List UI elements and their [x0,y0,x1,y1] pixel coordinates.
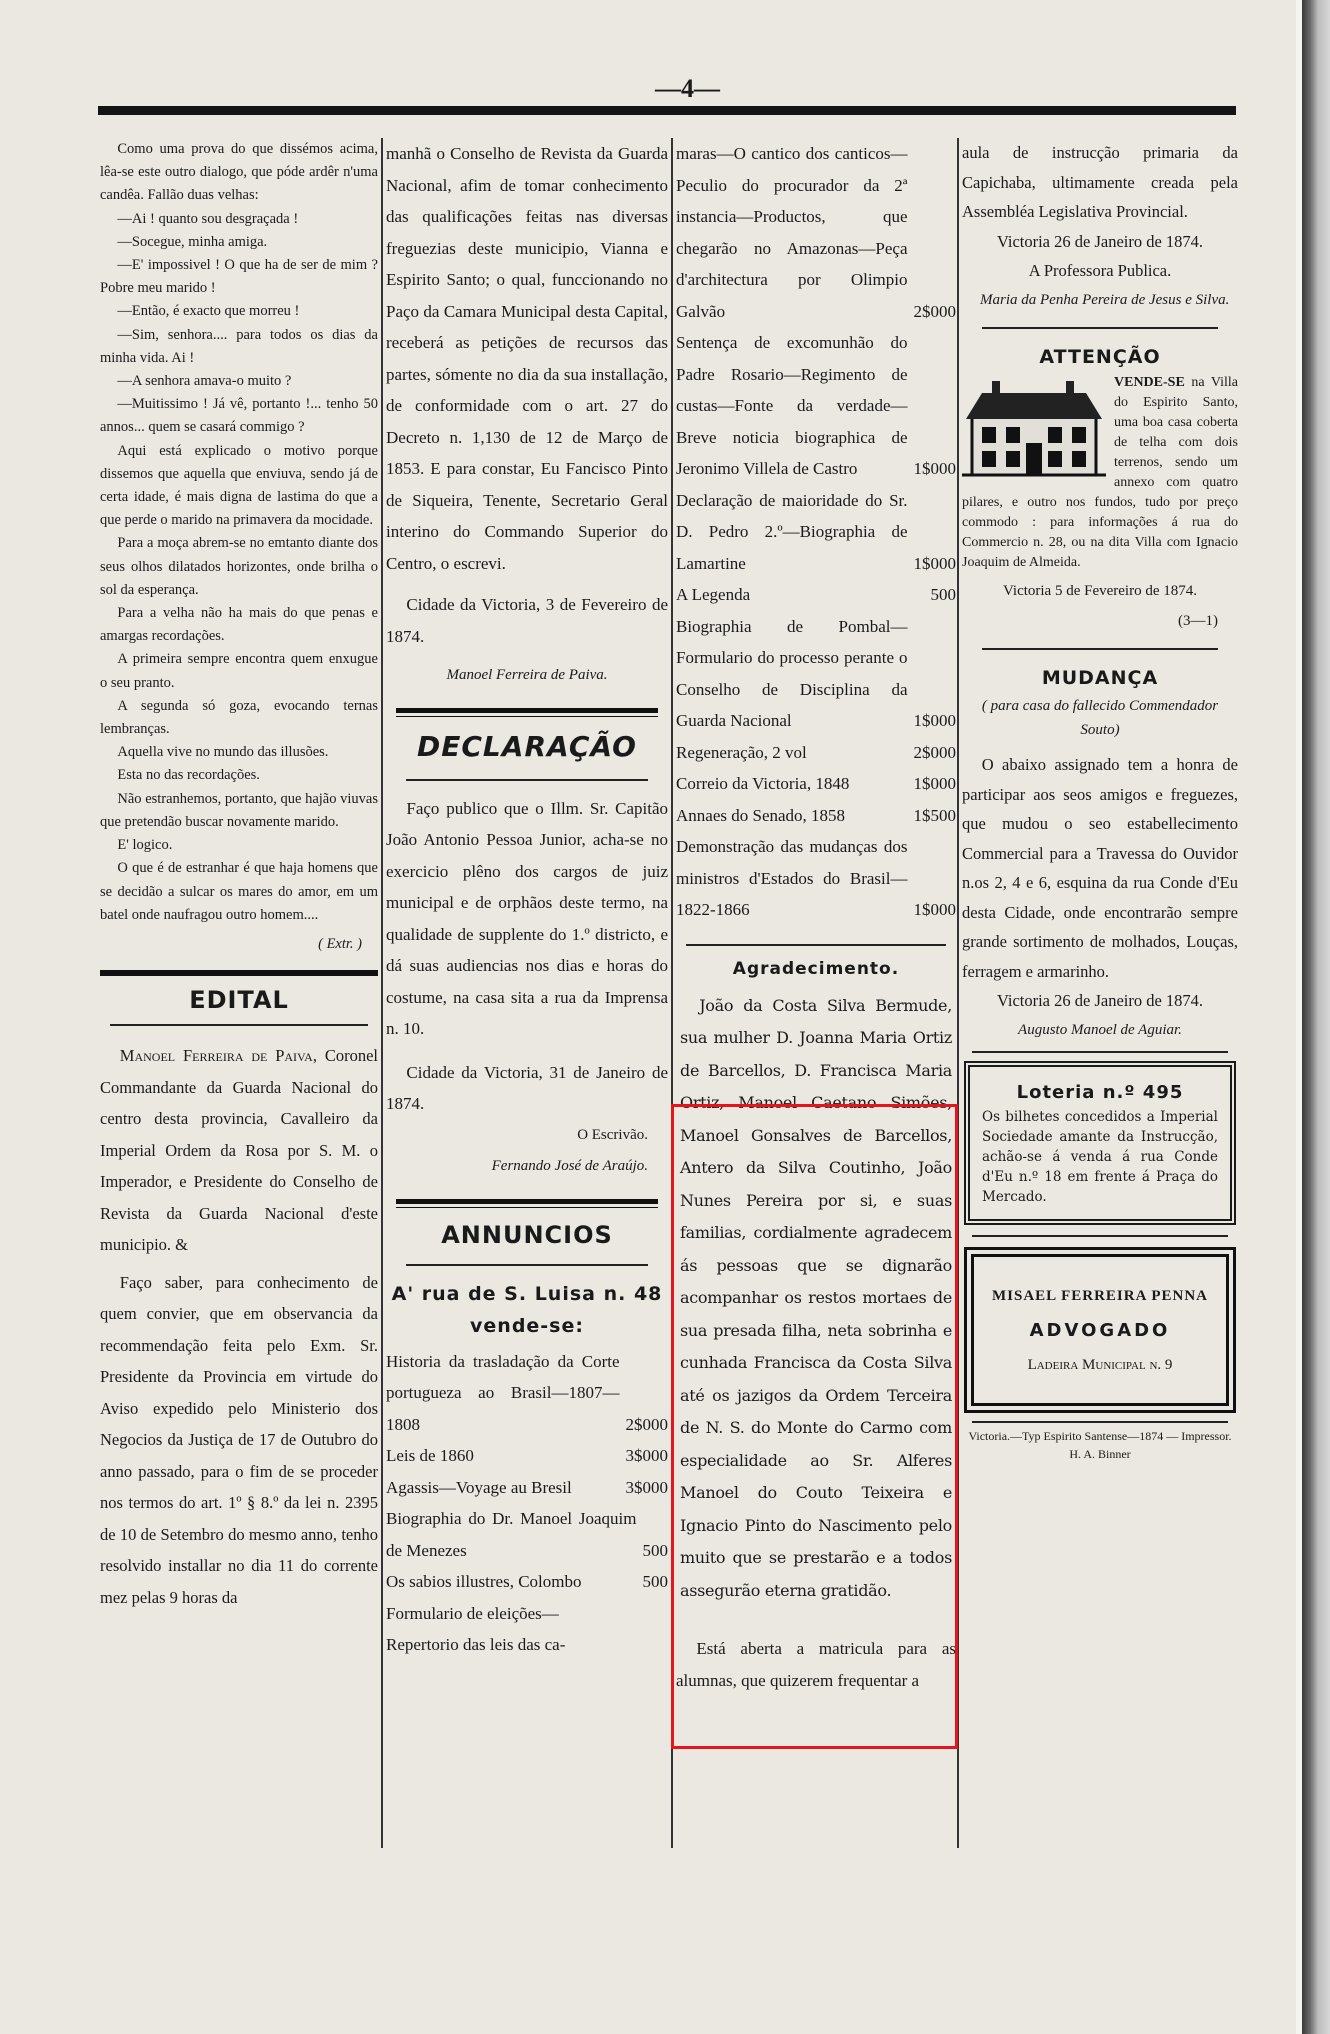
section-rule [100,970,378,976]
book-entry [386,1566,668,1598]
book-title: Leis de 1860 [386,1446,474,1465]
column-4 [962,138,1238,1858]
edital-date: Cidade da Victoria, 3 de Fevereiro de 1874. [386,595,668,646]
book-title: Demonstração das mudanças dos ministros d'Estados do Brasil—1822-1866 [676,837,908,919]
advogado-name: MISAEL FERREIRA PENNA [991,1288,1209,1304]
attencao-date: Victoria 5 de Fevereiro de 1874. [1002,583,1198,599]
book-price: 1$000 [913,900,956,919]
book-list [386,1346,668,1661]
section-rule [982,648,1218,650]
book-title: Os sabios illustres, Colombo [386,1572,582,1591]
article-paragraph: —Socegue, minha amiga. [117,233,268,250]
book-entry [676,831,956,926]
column-divider [381,138,383,1848]
article-paragraph: O que é de estranhar é que haja homens que se decidão a sulcar os mares do amor, em um batel onde naufragou outro homem.... [100,860,378,923]
article-paragraph: Como uma prova do que dissémos acima, lêa-se este outro dialogo, que póde ardêr n'uma candêa. Fallão duas velhas: [100,141,378,204]
book-price: 1$500 [913,805,956,825]
declaracao-title: DECLARAÇÃO [417,729,637,763]
shop-heading: A' rua de S. Luisa n. 48 vende-se: [391,1282,663,1337]
book-title: Declaração de maioridade do Sr. D. Pedro 2.º—Biographia de Lamartine [676,490,908,573]
article-paragraph: —Ai ! quanto sou desgraçada ! [117,210,299,227]
agradecimento-highlight-box [671,1104,958,1749]
attencao-title: ATTENÇÃO [1039,346,1161,368]
matricula-notice: Está aberta a matricula para as alumnas, que quizerem frequentar a [676,1639,956,1690]
loteria-title: Loteria n.º 495 [1016,1082,1184,1103]
book-title: Biographia do Dr. Manoel Joaquim de Menezes [386,1509,637,1560]
book-entry [386,1346,668,1441]
mudanca-date: Victoria 26 de Janeiro de 1874. [996,991,1204,1010]
section-rule [972,1421,1228,1423]
book-entry [386,1598,668,1630]
title-rule [406,779,648,781]
edital-intro [100,1040,378,1261]
attencao-notice [962,373,1238,573]
mudanca-title: MUDANÇA [1041,667,1159,689]
book-entry [676,800,956,832]
article-paragraph: Para a moça abrem-se no emtanto diante dos seus olhos dilatados horizontes, onde brilha o sol da esperança. [100,535,378,598]
article-paragraph: —Então, é exacto que morreu ! [117,303,300,320]
book-price: 1$000 [913,459,956,478]
article-paragraph: —E' impossivel ! O que ha de ser de mim ? Pobre meu marido ! [100,257,378,297]
edital-author: Manoel Ferreira de Paiva, [119,1046,317,1066]
book-entry [386,1503,668,1566]
edital-signature: Manoel Ferreira de Paiva. [446,667,608,683]
book-entry [676,611,956,737]
mudanca-subtitle: ( para casa do fallecido Commendador Souto) [981,698,1219,738]
loteria-body: Os bilhetes concedidos a Imperial Sociedade amante da Instrucção, achão-se á venda á rua Conde d'Eu n.º 18 em frente á Praça do Mercado. [982,1109,1218,1205]
article-paragraph: —Sim, senhora.... para todos os dias da minha vida. Ai ! [100,326,378,366]
aula-signature: Maria da Penha Pereira de Jesus e Silva. [980,291,1230,308]
article-paragraph: —A senhora amava-o muito ? [117,373,292,390]
edital-title: EDITAL [189,986,289,1015]
advogado-address: Ladeira Municipal n. 9 [1027,1357,1173,1373]
book-price: 500 [930,585,956,604]
book-title: maras—O cantico dos canticos—Peculio do procurador da 2ª instancia—Productos, que chegarão no Amazonas—Peça d'architectura por Olimpio Galvão [676,144,908,321]
book-entry [676,327,956,485]
article-paragraph: Aqui está explicado o motivo porque dissemos que aquella que enviuva, sendo já de certa idade, é mais digna de lastima do que a que perde o marido na primavera da mocidade. [100,442,378,529]
attencao-lead: VENDE-SE [1114,375,1185,390]
column-1 [100,138,378,1858]
book-title: Annaes do Senado, 1858 [676,805,846,825]
book-price: 500 [642,1572,668,1591]
agradecimento-title: Agradecimento. [732,958,900,979]
loteria-box [964,1061,1236,1225]
declaracao-role: O Escrivão. [577,1126,648,1143]
article-widow-dialogue [100,138,378,927]
agradecimento-body: João da Costa Silva Bermude, sua mulher D. Joanna Maria Ortiz de Barcellos, D. Francisca Maria Ortiz, Manoel Caetano Simões, Manoel Gonsalves de Barcellos, Antero da Silva Coutinho, João Nunes Pereira por si, e suas familias, cordialmente agradecem ás pessoas que se dignarão acompanhar os restos mortaes de sua presada filha, neta sobrinha e cunhada Francisca da Costa Silva até os jazigos da Ordem Terceira de N. S. do Monte do Carmo com especialidade ao Sr. Alferes Manoel do Couto Teixeira e Ignacio Pinto do Nascimento pelo muito que se prestarão e a todos assegurão eterna gratidão. [680,995,952,1600]
book-price: 1$000 [913,774,956,793]
book-title: A Legenda [676,585,751,604]
book-title: Correio da Victoria, 1848 [676,774,850,793]
article-paragraph: A segunda só goza, evocando ternas lembranças. [100,697,378,738]
declaracao-signature: Fernando José de Araújo. [491,1158,648,1174]
attencao-count: (3—1) [1178,612,1218,629]
article-paragraph: Para a velha não ha mais do que penas e amargas recordações. [100,605,378,645]
book-title: Biographia de Pombal—Formulario do processo perante o Conselho de Disciplina da Guarda Nacional [676,616,908,730]
article-paragraph: —Muitissimo ! Já vê, portanto !... tenho 50 annos... quem se casará commigo ? [100,396,378,436]
mudanca-signature: Augusto Manoel de Aguiar. [1018,1021,1182,1038]
book-title: Regeneração, 2 vol [676,742,807,762]
book-list [676,138,956,926]
book-entry [386,1629,668,1661]
declaracao-date: Cidade da Victoria, 31 de Janeiro de 1874. [386,1062,668,1113]
section-rule [972,1051,1228,1053]
section-rule [972,1235,1228,1237]
advogado-title: ADVOGADO [1029,1320,1171,1341]
book-title: Repertorio das leis das ca- [386,1635,566,1654]
book-price: 500 [642,1540,668,1560]
book-entry [386,1472,668,1504]
edital-continuation: manhã o Conselho de Revista da Guarda Nacional, afim de tomar conhecimento das qualificações feitas nas diversas freguezias deste municipio, Vianna e Espirito Santo; o qual, funccionando no Paço da Camara Municipal desta Capital, receberá as petições de recursos das partes, sómente no dia da sua installação, de conformidade com o art. 27 do Decreto n. 1,130 de 12 de Março de 1853. E para constar, Eu Fancisco Pinto de Siqueira, Tenente, Secretario Geral interino do Commando Superior do Centro, o escrevi. [386,144,668,573]
book-title: Formulario de eleições— [386,1603,559,1623]
article-paragraph: Não estranhemos, portanto, que hajão viuvas que pretendão buscar novamente marido. [100,790,378,830]
column-2 [386,138,668,1858]
title-rule [406,1264,648,1266]
section-rule [396,1199,658,1208]
book-entry [386,1440,668,1472]
book-entry [676,138,956,327]
advogado-box [964,1247,1236,1413]
article-paragraph: Aquella vive no mundo das illusões. [117,744,329,761]
book-entry [676,768,956,800]
aula-role: A Professora Publica. [1028,261,1172,280]
aula-date: Victoria 26 de Janeiro de 1874. [996,231,1204,251]
book-price: 2$000 [913,742,956,762]
declaracao-body: Faço publico que o Illm. Sr. Capitão João Antonio Pessoa Junior, acha-se no exercicio plêno dos cargos de juiz municipal e de orphãos deste termo, na qualidade de supplente do 1.º districto, e dá suas audiencias nos dias e horas do costume, na casa sita a rua da Imprensa n. 10. [386,798,668,1038]
book-title: Agassis—Voyage au Bresil [386,1477,572,1497]
annuncios-title: ANNUNCIOS [441,1220,613,1249]
attencao-body: na Villa do Espirito Santo, uma boa casa coberta de telha com dois terrenos, sendo um annexo com quatro pilares, e outro nos fundos, tudo por preço commodo : para informações á rua do Commercio n. 28, ou na dita Villa com Ignacio Joaquim de Almeida. [962,375,1238,570]
imprint: Victoria.—Typ Espirito Santense—1874 — Impressor. H. A. Binner [968,1429,1232,1461]
article-paragraph: A primeira sempre encontra quem enxugue o seu pranto. [100,651,378,691]
book-price: 3$000 [625,1446,668,1465]
edital-body: Faço saber, para conhecimento de quem convier, que em observancia da recommendação feita pelo Exm. Sr. Presidente da Provincia em virtude do Aviso expedido pelo Ministerio dos Negocios da Justiça de 17 de Outubro do anno passado, para o fim de se proceder nos termos do art. 1º § 8.º da lei n. 2395 de 10 de Setembro do mesmo anno, tenho resolvido installar no dia 11 do corrente mez pelas 9 horas da [100,1272,378,1607]
aula-text: aula de instrucção primaria da Capichaba, ultimamente creada pela Assembléa Legislativa Provincial. [962,143,1238,221]
book-entry [676,485,956,580]
section-rule [396,708,658,717]
section-rule [686,944,946,946]
book-price: 1$000 [913,711,956,730]
article-source: ( Extr. ) [318,935,362,952]
page-number: —4— [655,74,720,103]
book-price: 3$000 [625,1477,668,1497]
book-entry [676,579,956,611]
book-price: 2$000 [913,301,956,321]
article-paragraph: E' logico. [117,837,173,854]
mudanca-body: O abaixo assignado tem a honra de participar aos seos amigos e freguezes, que mudou o seo estabellecimento Commercial para a Travessa do Ouvidor n.os 2, 4 e 6, esquina da rua Conde d'Eu desta Cidade, onde encontrarão sempre grande sortimento de molhados, Louças, ferragem e armarinho. [962,755,1238,981]
page-edge [1296,0,1330,2034]
article-paragraph: Esta no das recordações. [117,767,260,784]
book-entry [676,737,956,769]
book-price: 2$000 [625,1414,668,1434]
book-price: 1$000 [913,553,956,573]
top-rule [98,106,1236,115]
book-title: Sentença de excomunhão do Padre Rosario—Regimento de custas—Fonte da verdade—Breve noticia biographica de Jeronimo Villela de Castro [676,333,908,478]
book-title: Historia da trasladação da Corte portugueza ao Brasil—1807—1808 [386,1351,620,1434]
house-illustration [962,377,1106,479]
section-rule [982,327,1218,329]
title-rule [110,1024,368,1026]
edital-intro-text: Coronel Commandante da Guarda Nacional do centro desta provincia, Cavalleiro da Imperial Ordem da Rosa por S. M. o Imperador, e Presidente do Conselho de Revista da Guarda Nacional d'este municipio. & [100,1046,378,1255]
